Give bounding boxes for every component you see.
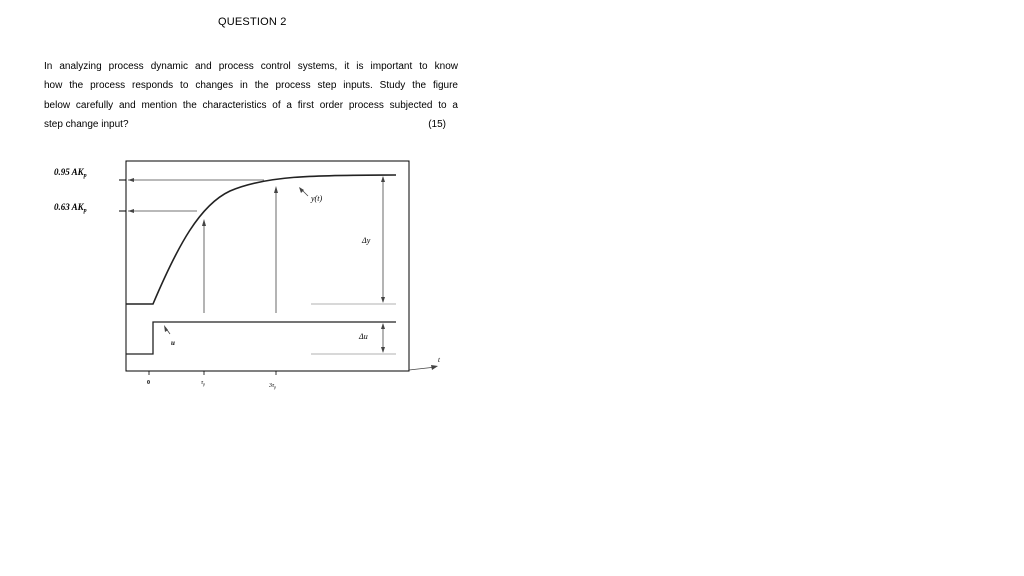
label-063: 0.63 $AK_p$ bbox=[54, 202, 87, 214]
question-line: In analyzing process dynamic and process control systems, it is important to know bbox=[44, 61, 458, 72]
input-step bbox=[126, 322, 396, 354]
three-tau-arrowhead bbox=[274, 186, 278, 193]
time-axis-head bbox=[431, 365, 438, 370]
time-axis-label: t bbox=[438, 356, 440, 364]
tick-zero-label: 0 bbox=[147, 380, 150, 386]
tick-tau-label: $\tau_p$ bbox=[201, 380, 206, 387]
tau-arrowhead bbox=[202, 219, 206, 226]
delta-u-head-bottom bbox=[381, 347, 385, 353]
delta-y-head-bottom bbox=[381, 297, 385, 303]
yt-pointer-head bbox=[299, 187, 304, 193]
input-label: u bbox=[171, 339, 175, 347]
response-curve bbox=[126, 175, 396, 304]
curve-label: y(t) bbox=[311, 194, 323, 203]
delta-y-head-top bbox=[381, 176, 385, 182]
question-line: how the process responds to changes in the process step inputs. Study the figure bbox=[44, 80, 458, 92]
question-title: QUESTION 2 bbox=[218, 16, 287, 28]
question-line: step change input? bbox=[44, 118, 129, 130]
arrowhead-095 bbox=[128, 178, 134, 182]
delta-u-head-top bbox=[381, 323, 385, 329]
arrowhead-063 bbox=[128, 209, 134, 213]
delta-u-label: Δu bbox=[359, 332, 368, 341]
delta-y-label: Δy bbox=[362, 236, 371, 245]
question-line: below carefully and mention the characteristics of a first order process subjected to a bbox=[44, 99, 458, 111]
label-095: 0.95 $AK_p$ bbox=[54, 167, 87, 179]
tick-three-tau-label: $3\tau_p$ bbox=[269, 383, 277, 390]
marks-label: (15) bbox=[428, 118, 446, 130]
